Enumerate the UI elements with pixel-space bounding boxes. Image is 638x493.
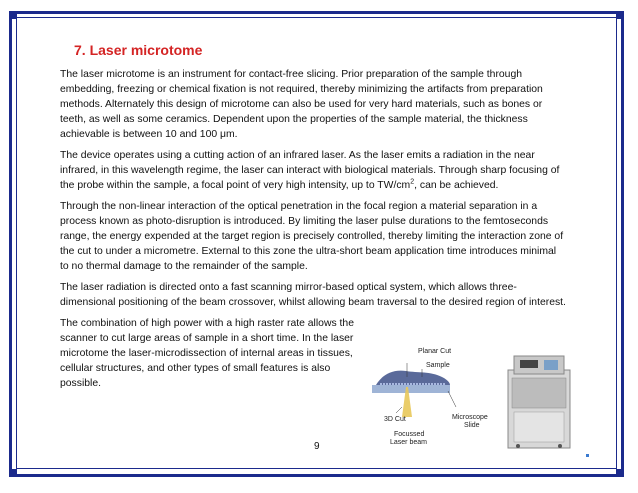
label-planar-cut: Planar Cut (418, 348, 452, 355)
corner-ornament (9, 11, 17, 19)
page-number: 9 (314, 441, 320, 452)
label-slide: Slide (464, 422, 480, 429)
corner-dot (586, 454, 589, 457)
microscope-slide (372, 385, 450, 393)
section-title: 7. Laser microtome (74, 42, 203, 58)
label-focussed: Focussed (394, 431, 425, 438)
label-3d-cut: 3D Cut (384, 416, 406, 423)
label-laser-beam: Laser beam (390, 439, 427, 446)
superscript: 2 (410, 178, 415, 186)
label-sample: Sample (426, 362, 450, 369)
corner-ornament (616, 469, 624, 477)
paragraph-3: Through the non-linear interaction of the optical penetration in the focal region a material separation in a process known as photo-disruption is introduced. By limiting the laser pulse durations to the femtoseconds range, the energy expended at the target region is precisely controlled, thereby limiting the interaction zone of the cut to under a micrometre. External to this zone the ultra-short beam application time introduces minimal to no thermal damage to the remainder of the sample. (60, 201, 564, 272)
laser-microtome-photo (500, 352, 580, 452)
label-microscope: Microscope (452, 414, 488, 421)
paragraph-2-tail: , can be achieved. (414, 180, 499, 191)
document-body (60, 42, 566, 397)
tissue-sample (376, 371, 450, 385)
paragraph-2 (60, 148, 566, 193)
paragraph-1: The laser microtome is an instrument for contact-free slicing. Prior preparation of the sample through embedding, freezing or chemical fixation is not required, thereby minimizing the artifacts from preparation methods. Alternately this design of microtome can also be used for very hard materials, such as bones or teeth, as well as some ceramics. Dependent upon the properties of the sample material, the thickness achievable is between 10 and 100 μm. (60, 69, 543, 140)
paragraph-2-text: The device operates using a cutting action of an infrared laser. As the laser emits a radiation in the near infrared, in this wavelength regime, the laser can interact with biological materials. Through sharp focusing of the probe within the sample, a focal point of very high intensity, up to TW/cm (60, 150, 560, 191)
corner-ornament (616, 11, 624, 19)
laser-cut-diagram (372, 347, 492, 452)
corner-ornament (9, 469, 17, 477)
paragraph-5: The combination of high power with a high raster rate allows the scanner to cut large areas of sample in a short time. In the laser microtome the laser-microdissection of internal areas in tissues, cellular structures, and other types of small features is also possible. (60, 318, 354, 389)
paragraph-4: The laser radiation is directed onto a fast scanning mirror-based optical system, which allows three-dimensional positioning of the beam crossover, whilst allowing beam traversal to the desired region of interest. (60, 282, 566, 308)
